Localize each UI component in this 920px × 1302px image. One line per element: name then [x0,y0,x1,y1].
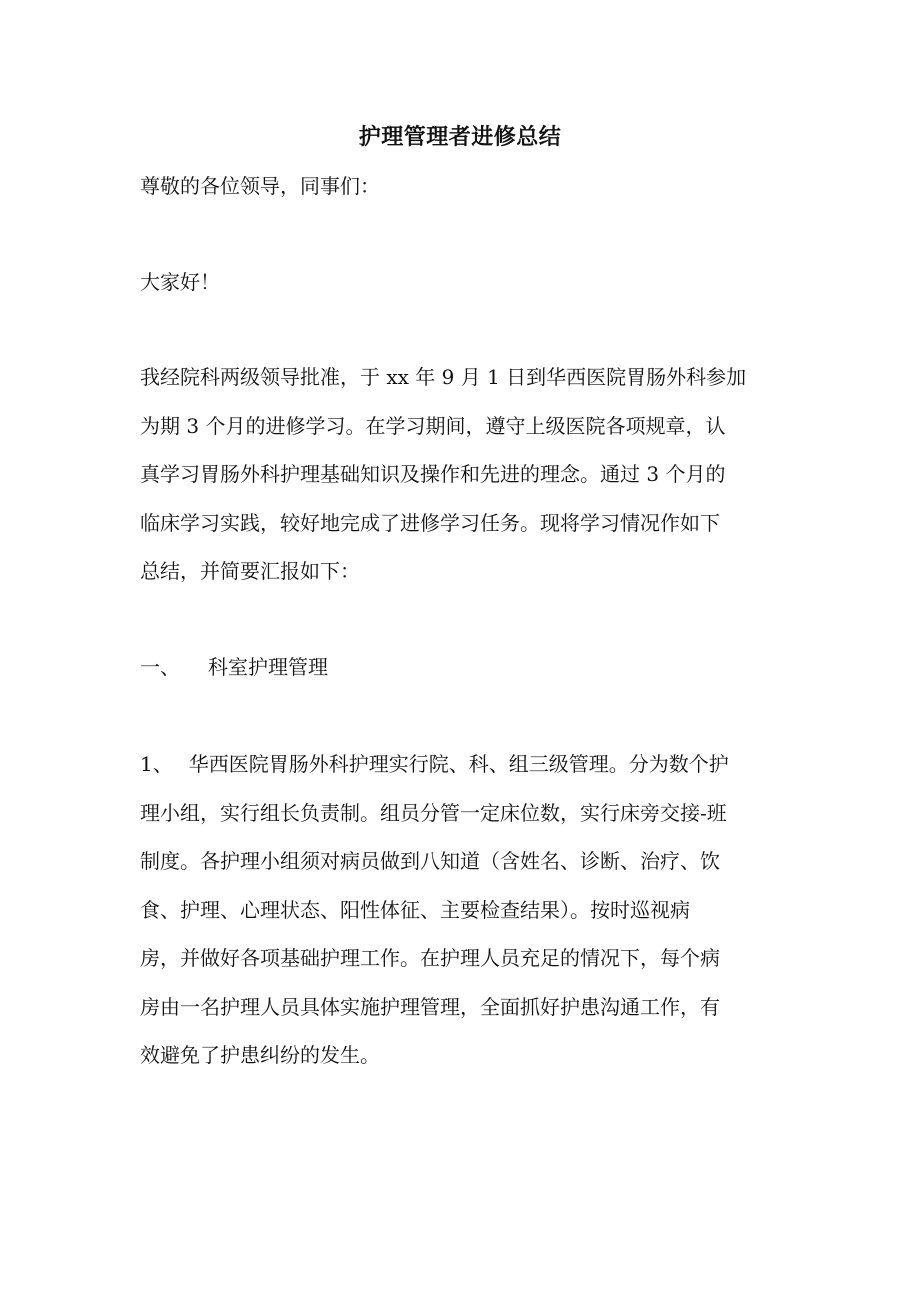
section-heading [140,643,780,691]
item-paragraph [140,740,780,1080]
intro-line: 真学习胃肠外科护理基础知识及操作和先进的理念。通过 3 个月的 [140,462,726,486]
item-line: 食、护理、心理状态、阳性体征、主要检查结果）。按时巡视病 [140,897,690,922]
section-number: 一、 [140,655,180,679]
intro-line: 为期 3 个月的进修学习。在学习期间，遵守上级医院各项规章，认 [140,413,726,438]
item-line: 理小组，实行组长负责制。组员分管一定床位数，实行床旁交接-班 [140,800,727,825]
item-line: 房由一名护理人员具体实施护理管理，全面抓好护患沟通工作，有 [140,994,720,1019]
document-title: 护理管理者进修总结 [358,124,562,150]
section-title: 科室护理管理 [208,655,328,679]
item-line: 房，并做好各项基础护理工作。在护理人员充足的情况下，每个病 [140,946,720,970]
item-line: 华西医院胃肠外科护理实行院、科、组三级管理。分为数个护 [188,752,729,776]
salutation: 尊敬的各位领导，同事们： [140,174,380,198]
greeting: 大家好！ [140,270,220,294]
intro-line: 总结，并简要汇报如下： [140,559,360,583]
item-line: 制度。各护理小组须对病员做到八知道（含姓名、诊断、治疗、饮 [140,849,720,873]
intro-line: 我经院科两级领导批准，于 xx 年 9 月 1 日到华西医院胃肠外科参加 [140,365,747,389]
intro-line: 临床学习实践，较好地完成了进修学习任务。现将学习情况作如下 [140,510,720,535]
item-number: 1、 [140,752,173,776]
item-first-line [140,740,780,789]
intro-paragraph [140,353,780,596]
item-line: 效避免了护患纠纷的发生。 [140,1043,380,1067]
